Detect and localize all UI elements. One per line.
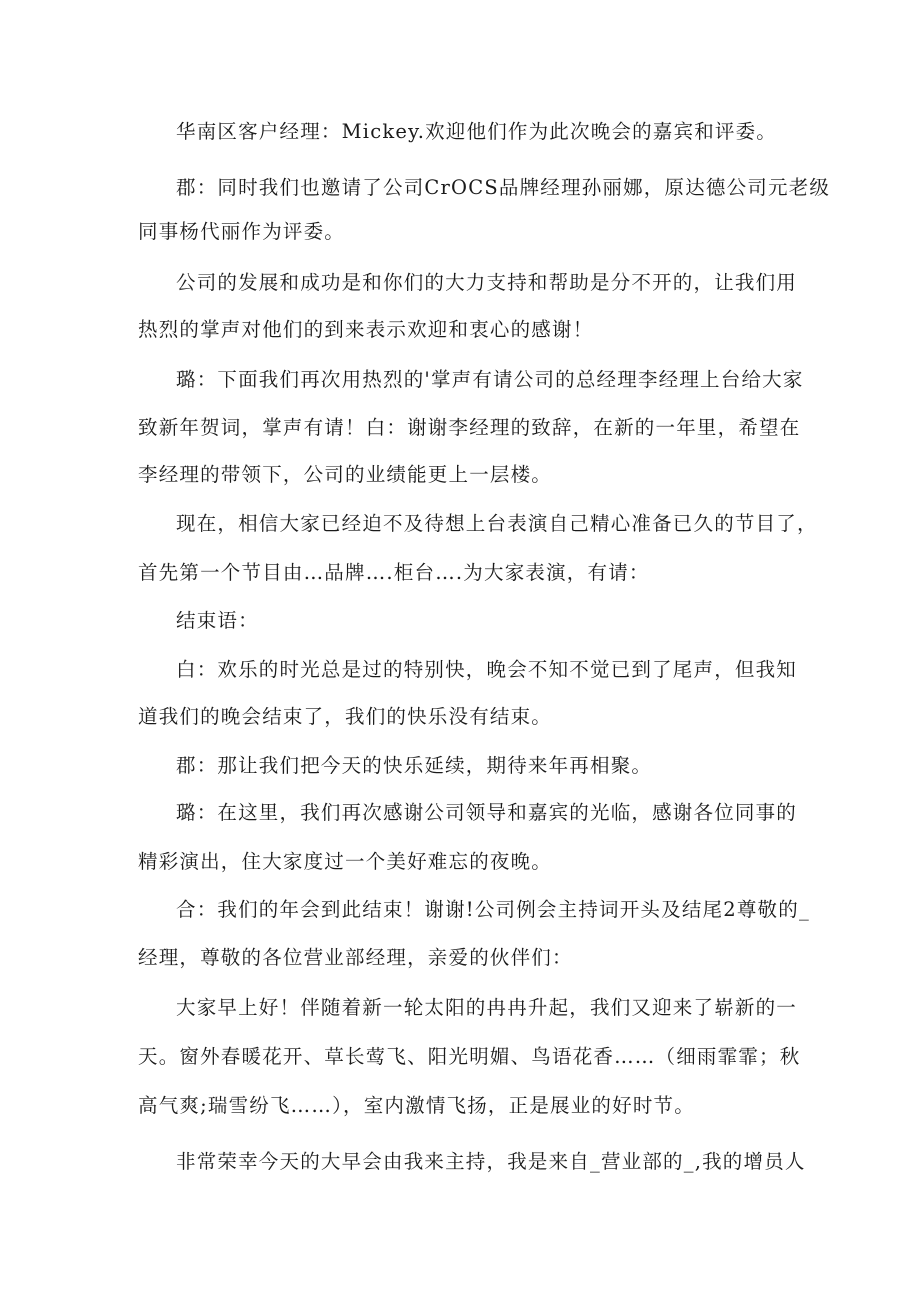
text-line: 华南区客户经理：Mickey.欢迎他们作为此次晚会的嘉宾和评委。: [176, 120, 778, 143]
text-line: 郡：那让我们把今天的快乐延续，期待来年再相聚。: [176, 754, 653, 777]
text-line: 非常荣幸今天的大早会由我来主持，我是来自_营业部的_,我的增员人: [176, 1150, 806, 1173]
text-line: 璐：下面我们再次用热烈的'掌声有请公司的总经理李经理上台给大家: [176, 368, 804, 391]
text-line: 致新年贺词，掌声有请！白：谢谢李经理的致辞，在新的一年里，希望在: [138, 416, 801, 439]
text-line: 经理，尊敬的各位营业部经理，亲爱的伙伴们：: [138, 946, 573, 969]
text-line: 李经理的带领下，公司的业绩能更上一层楼。: [138, 463, 553, 486]
text-line: 天。窗外春暖花开、草长莺飞、阳光明媚、鸟语花香……（细雨霏霏；秋: [138, 1045, 801, 1068]
text-line: 热烈的掌声对他们的到来表示欢迎和衷心的感谢！: [138, 318, 594, 341]
text-line: 郡：同时我们也邀请了公司CrOCS品牌经理孙丽娜，原达德公司元老级: [176, 176, 831, 199]
text-line: 白：欢乐的时光总是过的特别快，晚会不知不觉已到了尾声，但我知: [176, 658, 798, 681]
text-line: 精彩演出，住大家度过一个美好难忘的夜晚。: [138, 850, 553, 873]
text-line: 同事杨代丽作为评委。: [138, 220, 346, 243]
text-line: 璐：在这里，我们再次感谢公司领导和嘉宾的光临，感谢各位同事的: [176, 801, 798, 824]
text-line: 合：我们的年会到此结束！谢谢!公司例会主持词开头及结尾2尊敬的_: [176, 898, 810, 921]
text-line: 公司的发展和成功是和你们的大力支持和帮助是分不开的，让我们用: [176, 271, 798, 294]
text-line: 现在，相信大家已经迫不及待想上台表演自己精心准备已久的节目了，: [176, 512, 818, 535]
text-line: 高气爽;瑞雪纷飞……），室内激情飞扬，正是展业的好时节。: [138, 1094, 695, 1117]
text-line: 大家早上好！伴随着新一轮太阳的冉冉升起，我们又迎来了崭新的一: [176, 996, 798, 1019]
text-line: 首先第一个节目由…品牌….柜台….为大家表演，有请：: [138, 561, 650, 584]
text-line: 道我们的晚会结束了，我们的快乐没有结束。: [138, 705, 553, 728]
text-line: 结束语：: [176, 609, 259, 632]
